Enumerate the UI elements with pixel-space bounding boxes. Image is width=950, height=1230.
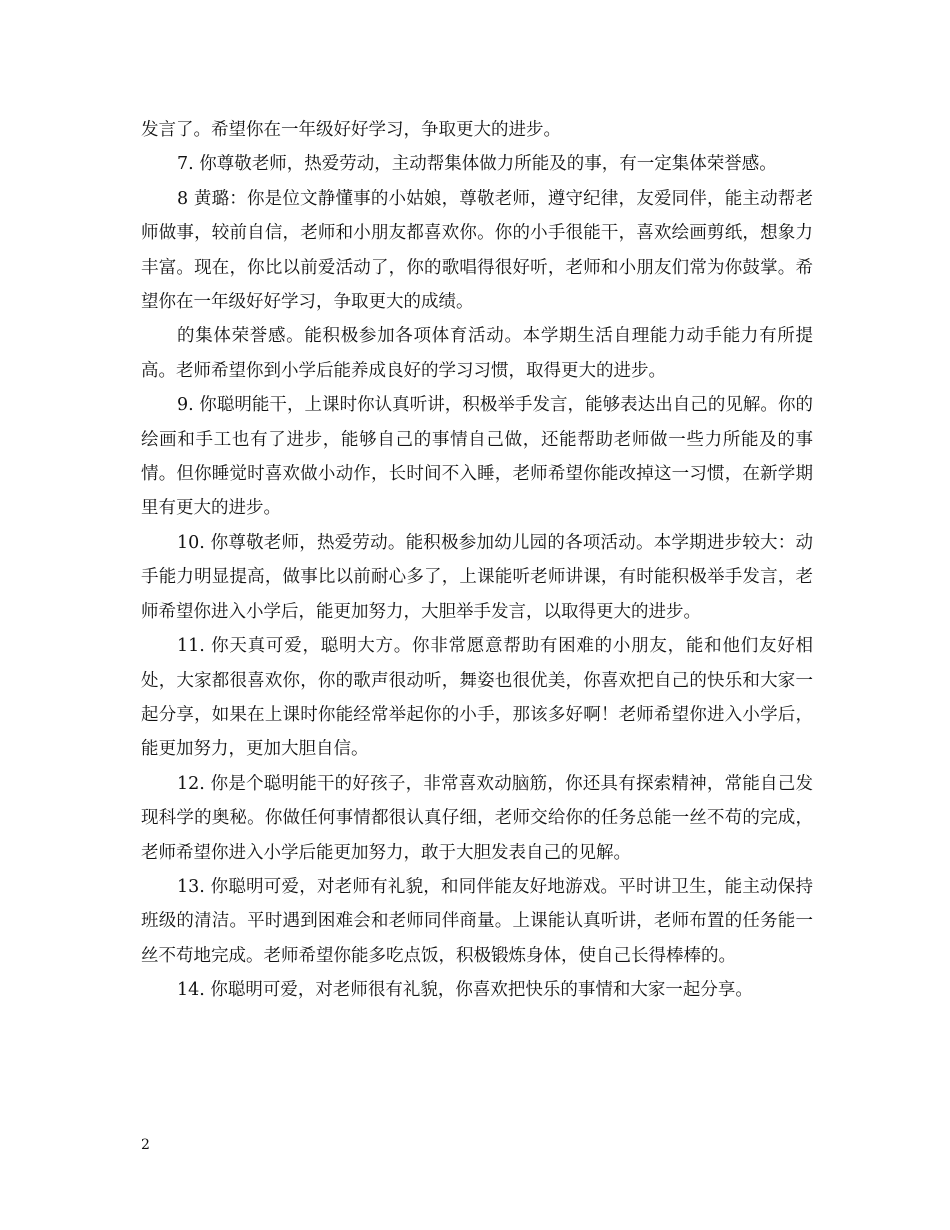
paragraph-comment-9: 9. 你聪明能干，上课时你认真听讲，积极举手发言，能够表达出自己的见解。你的绘画和手工也有了进步，能够自己的事情自己做，还能帮助老师做一些力所能及的事情。但你睡觉时喜欢做小动作，长时间不入睡，老师希望你能改掉这一习惯，在新学期里有更大的进步。 [141,395,813,519]
paragraph-continuation: 发言了。希望你在一年级好好学习，争取更大的进步。 [141,120,561,140]
page-body [141,113,813,1008]
paragraph-comment-8: 8 黄璐：你是位文静懂事的小姑娘，尊敬老师，遵守纪律，友爱同伴，能主动帮老师做事，较前自信，老师和小朋友都喜欢你。你的小手很能干，喜欢绘画剪纸，想象力丰富。现在，你比以前爱活动了，你的歌唱得很好听，老师和小朋友们常为你鼓掌。希望你在一年级好好学习，争取更大的成绩。 [141,188,813,313]
paragraph-comment-10: 10. 你尊敬老师，热爱劳动。能积极参加幼儿园的各项活动。本学期进步较大：动手能力明显提高，做事比以前耐心多了，上课能听老师讲课，有时能积极举手发言，老师希望你进入小学后，能更加努力，大胆举手发言，以取得更大的进步。 [141,532,813,622]
paragraph-comment-11: 11. 你天真可爱，聪明大方。你非常愿意帮助有困难的小朋友，能和他们友好相处，大家都很喜欢你，你的歌声很动听，舞姿也很优美，你喜欢把自己的快乐和大家一起分享，如果在上课时你能经常举起你的小手，那该多好啊！老师希望你进入小学后，能更加努力，更加大胆自信。 [141,636,813,760]
paragraph-comment-7: 7. 你尊敬老师，热爱劳动，主动帮集体做力所能及的事，有一定集体荣誉感。 [177,154,777,175]
paragraph-comment-14: 14. 你聪明可爱，对老师很有礼貌，你喜欢把快乐的事情和大家一起分享。 [177,980,753,1001]
paragraph-fragment: 的集体荣誉感。能积极参加各项体育活动。本学期生活自理能力动手能力有所提高。老师希望你到小学后能养成良好的学习习惯，取得更大的进步。 [141,326,813,381]
paragraph-comment-12: 12. 你是个聪明能干的好孩子，非常喜欢动脑筋，你还具有探索精神，常能自己发现科学的奥秘。你做任何事情都很认真仔细，老师交给你的任务总能一丝不苟的完成，老师希望你进入小学后能更加努力，敢于大胆发表自己的见解。 [141,773,813,863]
page-number: 2 [141,1137,150,1153]
paragraph-comment-13: 13. 你聪明可爱，对老师有礼貌，和同伴能友好地游戏。平时讲卫生，能主动保持班级的清洁。平时遇到困难会和老师同伴商量。上课能认真听讲，老师布置的任务能一丝不苟地完成。老师希望你能多吃点饭，积极锻炼身体，使自己长得棒棒的。 [141,876,813,966]
